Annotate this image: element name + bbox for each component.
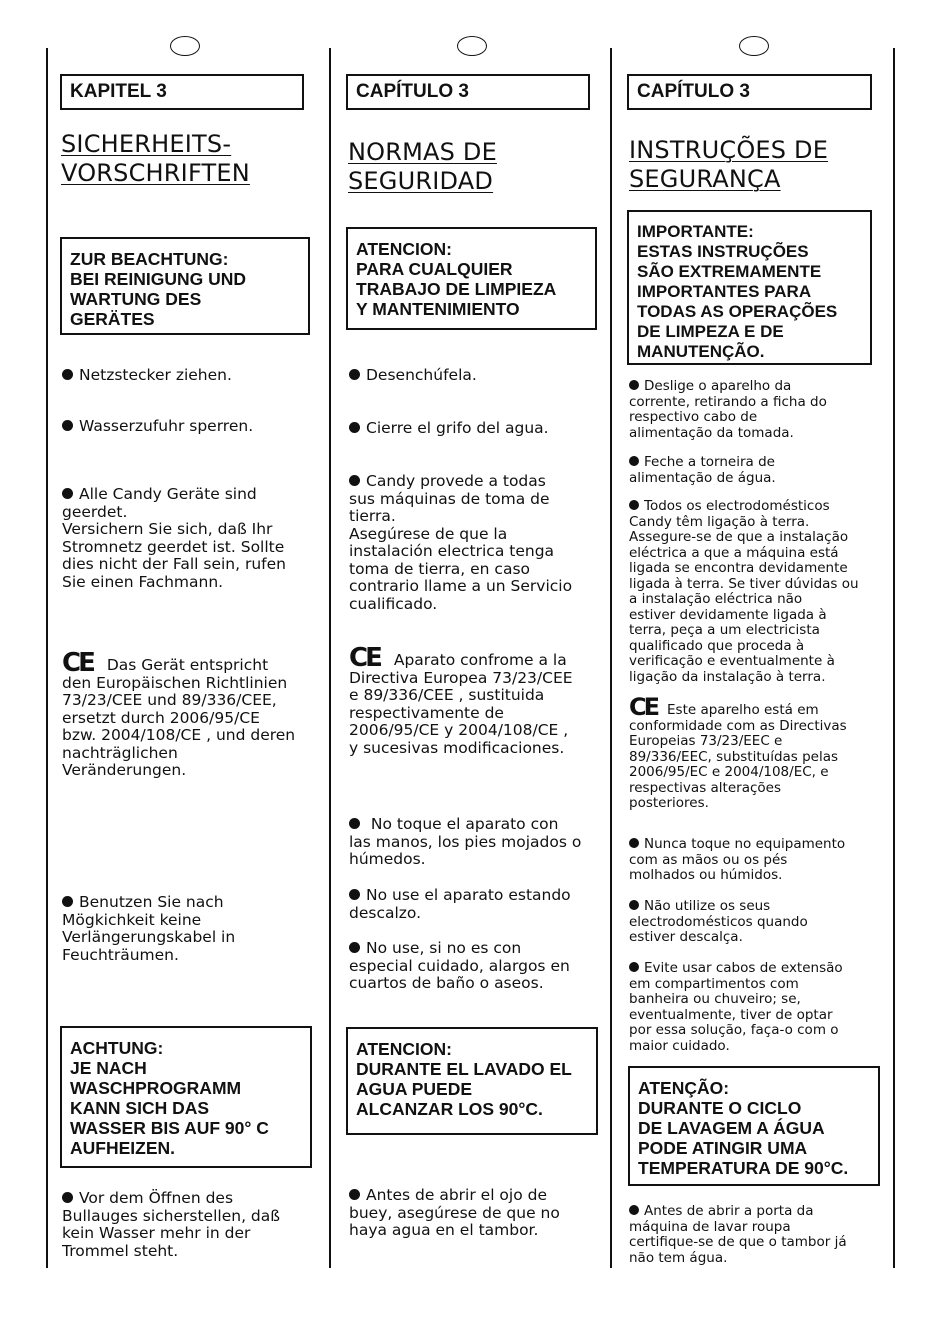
warning-box-temperature-pt: ATENÇÃO: DURANTE O CICLO DE LAVAGEM A ÁGUA PODE ATINGIR UMA TEMPERATURA DE 90°C. xyxy=(628,1066,880,1186)
notice-box-cleaning-es: ATENCION: PARA CUALQUIER TRABAJO DE LIMPIEZA Y MANTENIMIENTO xyxy=(346,227,597,330)
safety-item-wet-hands-es: No toque el aparato con las manos, los pies mojados o húmedos. xyxy=(349,815,582,868)
chapter-heading-de: KAPITEL 3 xyxy=(60,74,304,110)
safety-item-extension-es: No use, si no es con especial cuidado, alargos en cuartos de baño o aseos. xyxy=(349,939,570,992)
bullet-icon xyxy=(62,488,73,499)
bullet-icon xyxy=(349,475,360,486)
bullet-icon xyxy=(349,1189,360,1200)
safety-item-extension-de: Benutzen Sie nach Mögkichkeit keine Verlängerungskabel in Feuchträumen. xyxy=(62,893,236,964)
bullet-icon xyxy=(629,900,639,910)
safety-item-extension-pt: Evite usar cabos de extensão em compartimentos com banheira ou chuveiro; se, eventualmente, tiver de optar por essa solução, faça-o com o maior cuidado. xyxy=(629,960,843,1054)
safety-item-barefoot-pt: Não utilize os seus electrodomésticos quando estiver descalça. xyxy=(629,898,808,945)
safety-item-door-de: Vor dem Öffnen des Bullauges sicherstellen, daß kein Wasser mehr in der Trommel steht. xyxy=(62,1189,281,1260)
safety-item-unplug-es: Desenchúfela. xyxy=(349,367,477,385)
bullet-icon xyxy=(629,456,639,466)
safety-item-earthing-de: Alle Candy Geräte sind geerdet. Versichern Sie sich, daß Ihr Stromnetz geerdet ist. Sollte dies nicht der Fall sein, rufen Sie einen Fachmann. xyxy=(62,485,286,591)
bullet-icon xyxy=(629,1205,639,1215)
warning-box-temperature-es: ATENCION: DURANTE EL LAVADO EL AGUA PUEDE ALCANZAR LOS 90°C. xyxy=(346,1027,598,1135)
bullet-icon xyxy=(62,1192,73,1203)
section-title-es: NORMAS DE SEGURIDAD xyxy=(348,138,497,195)
bullet-icon xyxy=(62,896,73,907)
bullet-icon xyxy=(62,420,73,431)
ce-mark-icon: CE xyxy=(629,693,658,721)
ce-mark-icon: CE xyxy=(62,648,93,678)
safety-item-earthing-pt: Todos os electrodomésticos Candy têm ligação à terra. Assegure-se de que a instalação eléctrica a que a máquina está ligada se encontra devidamente ligada à terra. Se tiver dúvidas ou a instalação eléctrica não estiver devidamente ligada à terra, peça a um electricista qualificado que proceda à verificação e eventualmente à ligação da instalação à terra. xyxy=(629,498,859,685)
bullet-icon xyxy=(629,500,639,510)
bullet-icon xyxy=(349,369,360,380)
bullet-icon xyxy=(62,369,73,380)
safety-item-water-de: Wasserzufuhr sperren. xyxy=(62,418,253,436)
ce-mark-icon: CE xyxy=(349,643,380,673)
column-divider-middle-right xyxy=(610,48,612,1268)
safety-item-water-es: Cierre el grifo del agua. xyxy=(349,420,549,438)
notice-box-cleaning-pt: IMPORTANTE: ESTAS INSTRUÇÕES SÃO EXTREMAMENTE IMPORTANTES PARA TODAS AS OPERAÇÕES DE LIMPEZA E DE MANUTENÇÃO. xyxy=(627,210,872,365)
safety-item-wet-hands-pt: Nunca toque no equipamento com as mãos ou os pés molhados ou húmidos. xyxy=(629,836,846,883)
language-flag-circle-de xyxy=(170,36,200,56)
section-title-de: SICHERHEITS- VORSCHRIFTEN xyxy=(61,130,250,187)
bullet-icon xyxy=(349,889,360,900)
language-flag-circle-es xyxy=(457,36,487,56)
safety-item-door-es: Antes de abrir el ojo de buey, asegúrese de que no haya agua en el tambor. xyxy=(349,1186,560,1239)
safety-item-door-pt: Antes de abrir a porta da máquina de lavar roupa certifique-se de que o tambor já não tem água. xyxy=(629,1203,847,1266)
chapter-heading-es: CAPÍTULO 3 xyxy=(346,74,590,110)
column-divider-middle-left xyxy=(329,48,331,1268)
bullet-icon xyxy=(349,422,360,433)
bullet-icon xyxy=(629,838,639,848)
ce-compliance-de: CE Das Gerät entspricht den Europäischen Richtlinien 73/23/CEE und 89/336/CEE, ersetzt durch 2006/95/CE bzw. 2004/108/CE , und deren nachträglichen Veränderungen. xyxy=(62,648,296,779)
language-flag-circle-pt xyxy=(739,36,769,56)
bullet-icon xyxy=(629,962,639,972)
ce-compliance-pt: CE Este aparelho está em conformidade com as Directivas Europeias 73/23/EEC e 89/336/EEC, substituídas pelas 2006/95/EC e 2004/108/EC, e respectivas alterações posteriores. xyxy=(629,693,847,811)
column-divider-right xyxy=(893,48,895,1268)
bullet-icon xyxy=(349,818,360,829)
safety-item-water-pt: Feche a torneira de alimentação de água. xyxy=(629,454,776,486)
bullet-icon xyxy=(629,380,639,390)
ce-compliance-es: CE Aparato confrome a la Directiva Europea 73/23/CEE e 89/336/CEE , sustituida respectivamente de 2006/95/CE y 2004/108/CE , y sucesivas modificaciones. xyxy=(349,643,573,757)
safety-item-unplug-pt: Deslige o aparelho da corrente, retirando a ficha do respectivo cabo de alimentação da tomada. xyxy=(629,378,827,441)
safety-item-barefoot-es: No use el aparato estando descalzo. xyxy=(349,886,571,922)
bullet-icon xyxy=(349,942,360,953)
warning-box-temperature-de: ACHTUNG: JE NACH WASCHPROGRAMM KANN SICH DAS WASSER BIS AUF 90° C AUFHEIZEN. xyxy=(60,1026,312,1168)
chapter-heading-pt: CAPÍTULO 3 xyxy=(627,74,872,110)
section-title-pt: INSTRUÇÕES DE SEGURANÇA xyxy=(629,136,829,193)
safety-item-earthing-es: Candy provede a todas sus máquinas de toma de tierra. Asegúrese de que la instalación electrica tenga toma de tierra, en caso contrario llame a un Servicio cualificado. xyxy=(349,472,573,613)
safety-item-unplug-de: Netzstecker ziehen. xyxy=(62,367,232,385)
notice-box-cleaning-de: ZUR BEACHTUNG: BEI REINIGUNG UND WARTUNG DES GERÄTES xyxy=(60,237,310,335)
column-divider-left xyxy=(46,48,48,1268)
